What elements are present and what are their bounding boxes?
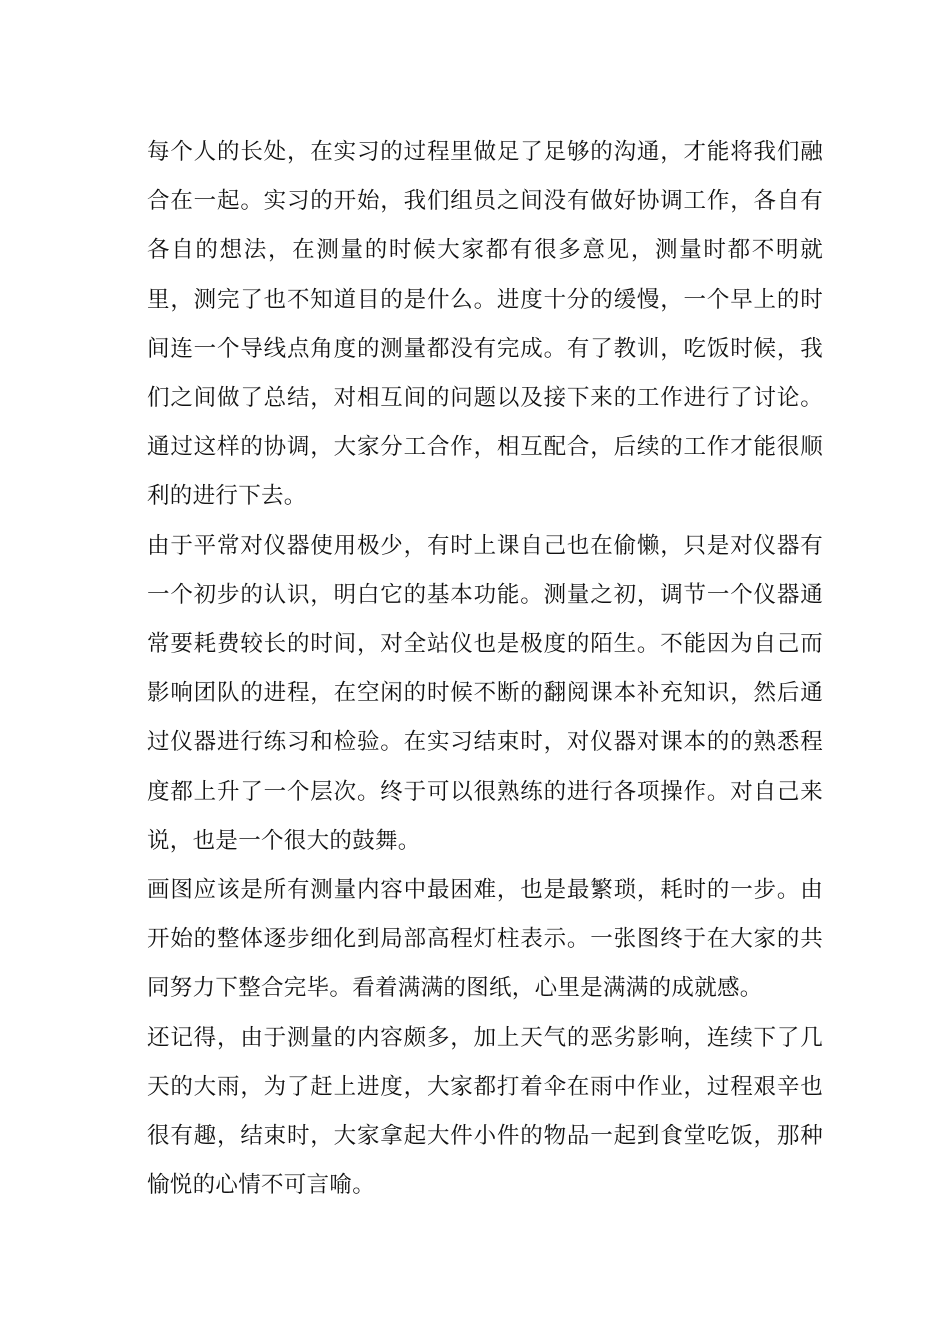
document-body: [147, 128, 823, 1210]
paragraph-instrument-learning: 由于平常对仪器使用极少，有时上课自己也在偷懒，只是对仪器有一个初步的认识，明白它的基本功能。测量之初，调节一个仪器通常要耗费较长的时间，对全站仪也是极度的陌生。不能因为自己而影响团队的进程，在空闲的时候不断的翻阅课本补充知识，然后通过仪器进行练习和检验。在实习结束时，对仪器对课本的的熟悉程度都上升了一个层次。终于可以很熟练的进行各项操作。对自己来说，也是一个很大的鼓舞。: [147, 532, 823, 854]
paragraph-drawing: 画图应该是所有测量内容中最困难，也是最繁琐，耗时的一步。由开始的整体逐步细化到局部高程灯柱表示。一张图终于在大家的共同努力下整合完毕。看着满满的图纸，心里是满满的成就感。: [147, 877, 823, 1002]
paragraph-teamwork: 每个人的长处，在实习的过程里做足了足够的沟通，才能将我们融合在一起。实习的开始，我们组员之间没有做好协调工作，各自有各自的想法，在测量的时候大家都有很多意见，测量时都不明就里，测完了也不知道目的是什么。进度十分的缓慢，一个早上的时间连一个导线点角度的测量都没有完成。有了教训，吃饭时候，我们之间做了总结，对相互间的问题以及接下来的工作进行了讨论。通过这样的协调，大家分工合作，相互配合，后续的工作才能很顺利的进行下去。: [147, 139, 823, 510]
paragraph-rain-memory: 还记得，由于测量的内容颇多，加上天气的恶劣影响，连续下了几天的大雨，为了赶上进度，大家都打着伞在雨中作业，过程艰辛也很有趣，结束时，大家拿起大件小件的物品一起到食堂吃饭，那种愉悦的心情不可言喻。: [147, 1024, 823, 1199]
